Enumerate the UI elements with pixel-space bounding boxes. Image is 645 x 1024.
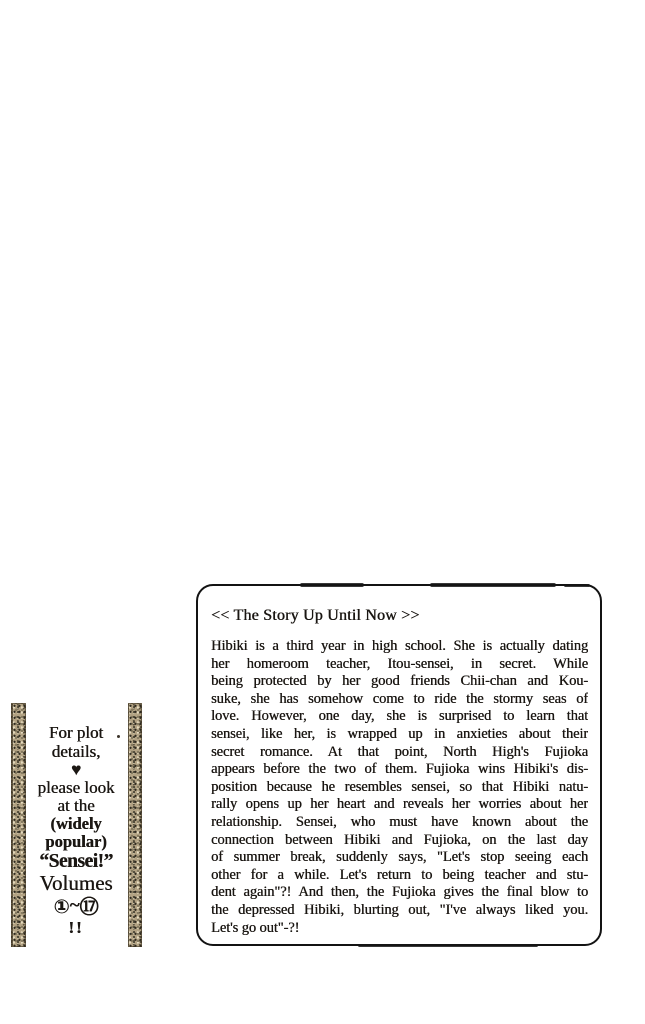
border-smudge: [300, 583, 364, 587]
story-body-line: other for a while. Let's return to being teacher and stu-: [211, 866, 588, 883]
tilde-separator: ~: [69, 895, 80, 916]
story-body-line: position because he resembles sensei, so that Hibiki natu-: [211, 778, 588, 795]
story-body-line: her homeroom teacher, Itou-sensei, in secret. While: [211, 655, 588, 672]
side-note-line: at the: [57, 796, 95, 815]
story-body-line: love. However, one day, she is surprised to learn that: [211, 708, 588, 725]
story-body-line: secret romance. At that point, North High's Fujioka: [211, 743, 588, 760]
series-title: “Sensei!”: [39, 851, 113, 872]
story-box: [196, 584, 602, 946]
story-body-line: of summer break, suddenly says, "Let's stop seeing each: [211, 849, 588, 866]
heart-icon: ♥: [70, 760, 82, 779]
side-note-line: details,: [51, 742, 101, 761]
story-body-line: connection between Hibiki and Fujioka, on the last day: [211, 831, 588, 848]
story-body-line: the depressed Hibiki, blurting out, "I've always liked you.: [211, 901, 588, 918]
story-body-line: relationship. Sensei, who must have known about the: [211, 813, 588, 830]
side-note-line: (widely: [50, 814, 102, 833]
story-body-line: suke, she has somehow come to ride the stormy seas of: [211, 690, 588, 707]
side-note: [26, 723, 126, 937]
side-note-line: Volumes: [39, 871, 113, 895]
border-smudge: [564, 584, 590, 587]
border-smudge: [358, 944, 538, 947]
circled-volume-start-icon: ①: [53, 896, 70, 918]
story-box-title: << The Story Up Until Now >>: [211, 607, 420, 624]
story-body-line: Hibiki is a third year in high school. She is actually dating: [211, 638, 588, 654]
side-note-line: For plot: [48, 723, 104, 742]
volume-range: [26, 895, 126, 918]
story-body-line: dent again"?! And then, the Fujioka gives the final blow to: [211, 884, 588, 901]
circled-volume-end-icon: ⑰: [79, 896, 99, 918]
story-body-line: Let's go out"-?!: [211, 919, 300, 936]
story-body-line: sensei, like her, is wrapped up in anxieties about their: [211, 725, 588, 742]
border-smudge: [430, 583, 556, 587]
exclamation-marks: !!: [68, 918, 84, 937]
story-body: [211, 638, 588, 937]
side-note-line: please look: [37, 778, 115, 797]
story-body-line: being protected by her good friends Chii-chan and Kou-: [211, 673, 588, 690]
screentone-bar-left: [11, 703, 26, 947]
screentone-bar-right: [128, 703, 142, 947]
story-body-line: rally opens up her heart and reveals her worries about her: [211, 796, 588, 813]
side-note-line: popular): [45, 832, 107, 851]
story-body-line: appears before the two of them. Fujioka wins Hibiki's dis-: [211, 761, 588, 778]
